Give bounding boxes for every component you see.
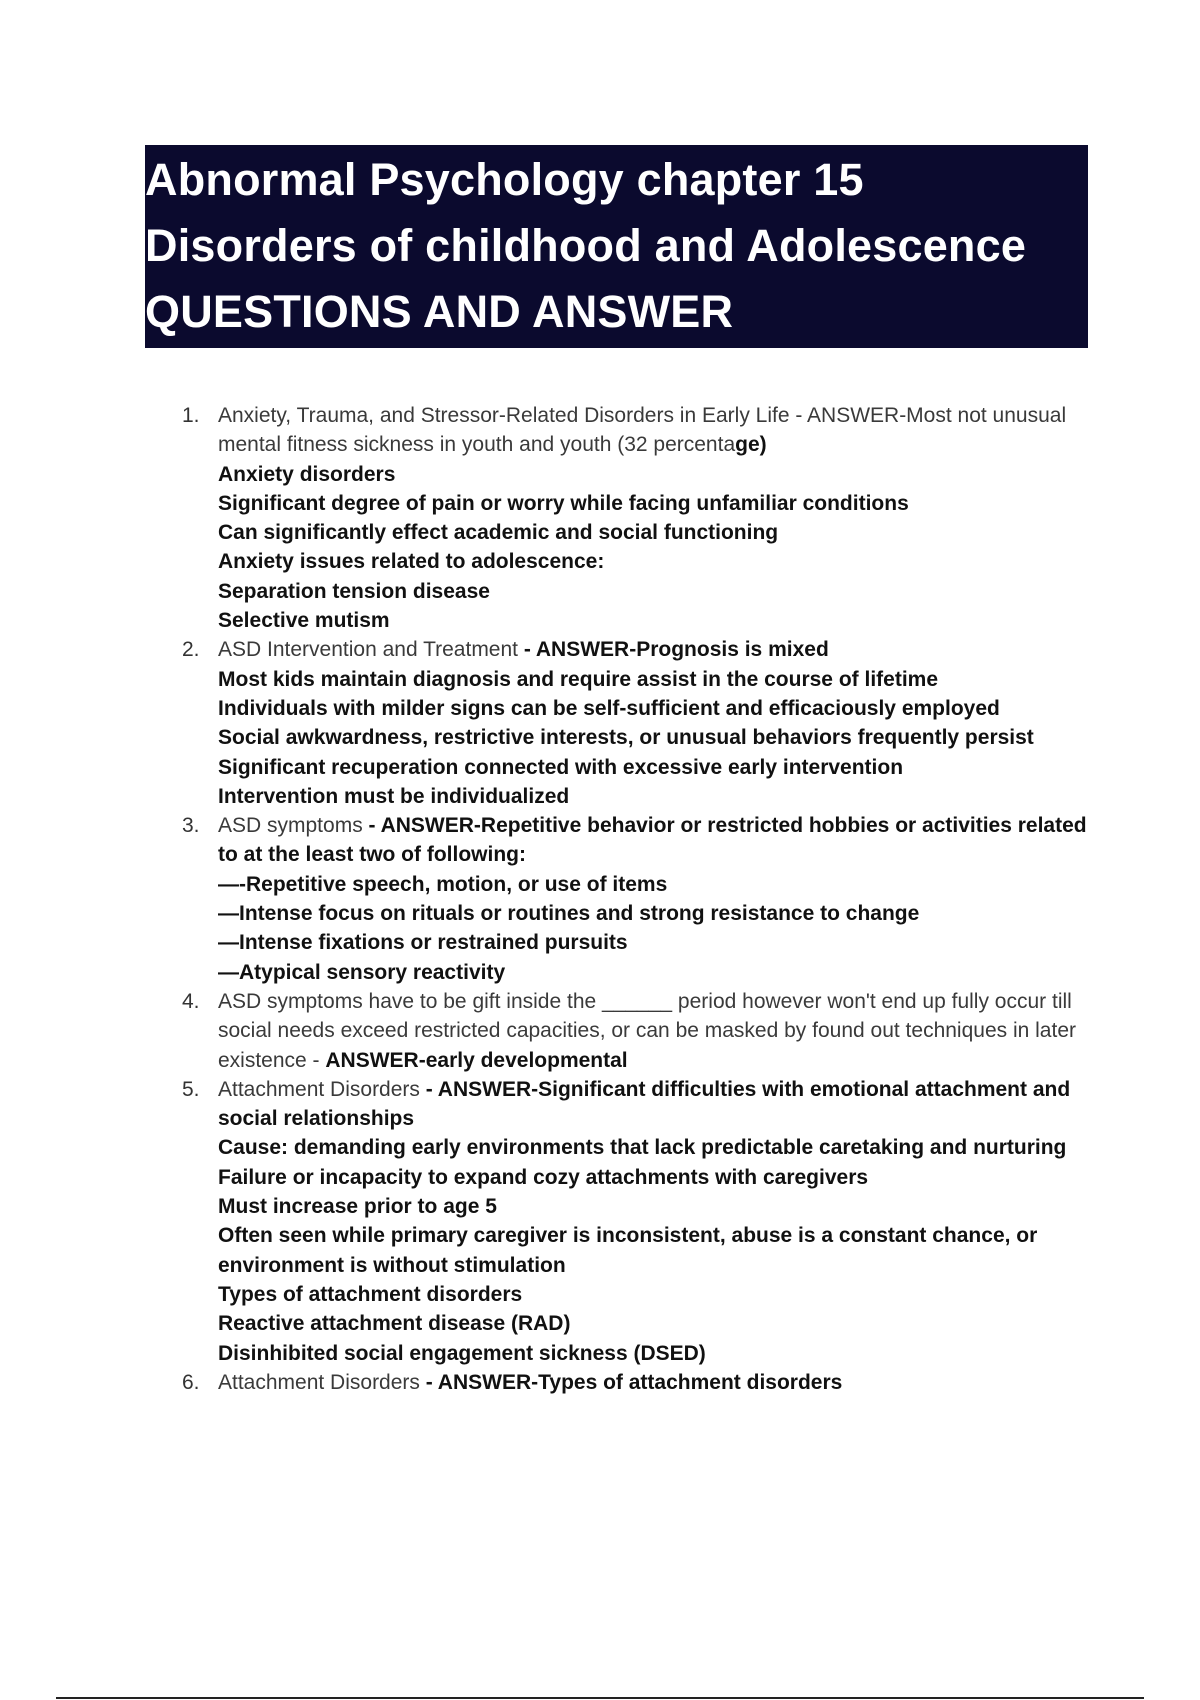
answer-line: Separation tension disease <box>218 579 490 603</box>
item-number: 6. <box>182 1370 200 1394</box>
answer-text: - ANSWER-Significant difficulties with emotional attachment and social relationships <box>218 1077 1071 1131</box>
qa-item-5 <box>170 1075 1090 1368</box>
answer-line: Types of attachment disorders <box>218 1282 523 1306</box>
answer-line: Most kids maintain diagnosis and require assist in the course of lifetime <box>218 667 938 691</box>
answer-line: —Atypical sensory reactivity <box>218 960 506 984</box>
answer-line: —-Repetitive speech, motion, or use of items <box>218 872 668 896</box>
document-title-banner <box>145 145 1088 348</box>
answer-line: Often seen while primary caregiver is inconsistent, abuse is a constant chance, or environment is without stimulation <box>218 1224 1038 1277</box>
answer-line: —Intense focus on rituals or routines and strong resistance to change <box>218 902 920 926</box>
item-number: 5. <box>182 1077 200 1101</box>
answer-text: ANSWER-early developmental <box>325 1048 628 1072</box>
item-number: 1. <box>182 404 200 427</box>
answer-line: Reactive attachment disease (RAD) <box>218 1312 571 1336</box>
answer-line: Anxiety disorders <box>218 462 396 486</box>
answer-text: - ANSWER-Types of attachment disorders <box>419 1370 843 1394</box>
answer-text: - ANSWER-Prognosis is mixed <box>518 638 829 662</box>
answer-line: Can significantly effect academic and social functioning <box>218 521 779 545</box>
answer-line: Selective mutism <box>218 609 390 633</box>
question-text: Anxiety, Trauma, and Stressor-Related Disorders in Early Life - ANSWER-Most not unusual mental fitness sickness in youth and youth (32 percenta <box>218 404 1067 457</box>
answer-line: Disinhibited social engagement sickness (DSED) <box>218 1341 706 1365</box>
qa-item-4 <box>170 987 1090 1075</box>
question-text: Attachment Disorders <box>218 1077 420 1101</box>
qa-item-3 <box>170 811 1090 987</box>
question-text: ASD symptoms <box>218 814 363 838</box>
answer-text: ge) <box>735 433 767 457</box>
qa-list <box>170 401 1090 1397</box>
answer-line: —Intense fixations or restrained pursuits <box>218 931 628 955</box>
question-text: ASD Intervention and Treatment <box>218 638 518 662</box>
title-line-1: Abnormal Psychology chapter 15 <box>145 154 864 205</box>
title-line-2: Disorders of childhood and Adolescence <box>145 220 1027 271</box>
answer-line: Failure or incapacity to expand cozy attachments with caregivers <box>218 1165 869 1189</box>
answer-line: Intervention must be individualized <box>218 784 570 808</box>
answer-line: Social awkwardness, restrictive interests, or unusual behaviors frequently persist <box>218 726 1034 750</box>
answer-line: Significant degree of pain or worry while facing unfamiliar conditions <box>218 491 909 515</box>
answer-line: Significant recuperation connected with excessive early intervention <box>218 755 904 779</box>
question-text: Attachment Disorders <box>218 1370 420 1394</box>
answer-line: Cause: demanding early environments that lack predictable caretaking and nurturing <box>218 1136 1067 1160</box>
qa-item-1 <box>170 401 1090 635</box>
answer-line: Anxiety issues related to adolescence: <box>218 550 605 574</box>
item-number: 4. <box>182 989 200 1013</box>
page-bottom-rule <box>56 1697 1144 1699</box>
answer-line: Individuals with milder signs can be self-sufficient and efficaciously employed <box>218 696 1000 720</box>
item-number: 2. <box>182 638 200 662</box>
question-text: ASD symptoms have to be gift inside the ______ period however won't end up fully occur till social needs exceed restricted capacities, or can be masked by found out techniques in later existence - <box>218 989 1076 1072</box>
answer-line: Must increase prior to age 5 <box>218 1195 497 1219</box>
title-line-3: QUESTIONS AND ANSWER <box>145 286 734 337</box>
qa-item-2 <box>170 635 1090 811</box>
qa-item-6 <box>170 1368 1090 1397</box>
answer-text: - ANSWER-Repetitive behavior or restricted hobbies or activities related to at the least two of following: <box>218 814 1087 867</box>
item-number: 3. <box>182 814 200 838</box>
